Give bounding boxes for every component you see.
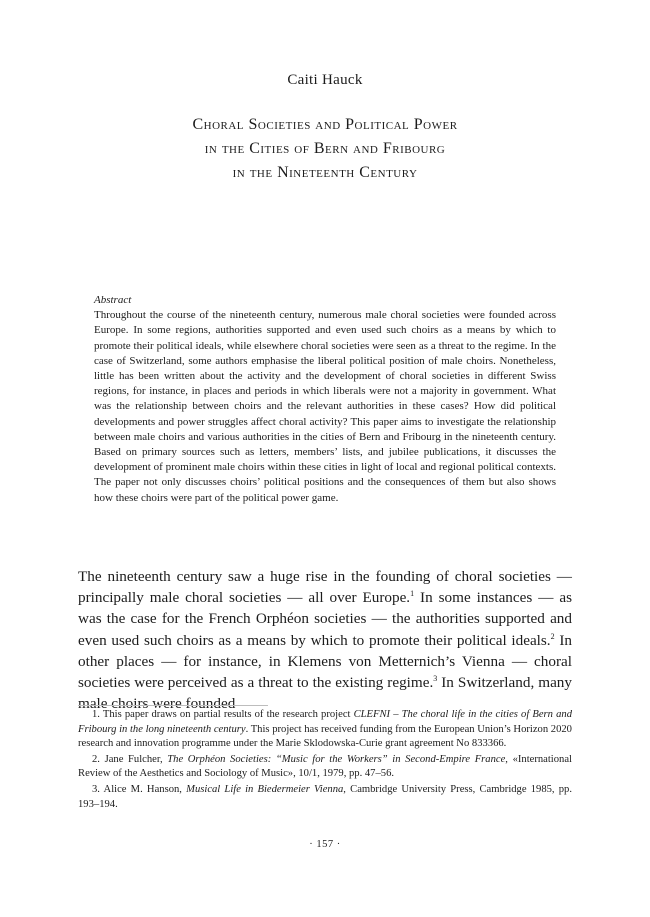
footnote-italic: The Orphéon Societies: “Music for the Workers” in Second-Empire France	[167, 753, 506, 765]
title-line-3: in the Nineteenth Century	[232, 164, 418, 181]
footnote-italic: Musical Life in Biedermeier Vienna	[186, 783, 344, 795]
abstract	[94, 293, 556, 506]
body-text-4: In Switzerland, many male choirs were founded	[78, 674, 572, 713]
footnote-ref-3[interactable]: 3	[433, 674, 438, 684]
footnote-number: 2.	[92, 753, 100, 765]
footnote-text: Alice M. Hanson,	[99, 783, 187, 795]
page-number: · 157 ·	[309, 839, 341, 850]
footnote-text: , Cambridge University Press, Cambridge 1985, pp. 193–194.	[78, 783, 572, 810]
body-text-2: In some instances — as was the case for the French Orphéon societies — the authorities supported and even used such choirs as a means by which to promote their political ideals.	[78, 589, 573, 649]
footnote-3	[78, 783, 572, 812]
abstract-text: Throughout the course of the nineteenth century, numerous male choral societies were founded across Europe. In some regions, authorities supported and even used such choirs as a means by which to promote their political ideals, while elsewhere choral societies were seen as a threat to the regime. In the case of Switzerland, some authors emphasise the liberal political position of male choirs. Nonetheless, little has been written about the activity and the development of choral societies in different Swiss regions, for instance, in places and periods in which liberals were not a majority in government. What was the relationship between choirs and the relevant authorities in these cases? How did political developments and power struggles affect choral activity? This paper aims to investigate the relationship between male choirs and various authorities in the cities of Bern and Fribourg in the nineteenth century. Based on primary sources such as letters, members’ lists, and jubilee publications, it discusses the development of prominent male choirs within these cities in light of local and regional political contexts. The paper not only discusses choirs’ political positions and the consequences of them but also shows how these choirs were part of the political power game.	[94, 309, 556, 504]
footnote-number: 1.	[92, 709, 100, 720]
author-name: Caiti Hauck	[287, 72, 363, 88]
footnote-ref-2[interactable]: 2	[550, 631, 555, 641]
footnotes	[78, 708, 572, 813]
footnote-1	[78, 708, 572, 752]
article-title	[0, 113, 650, 185]
title-line-2: in the Cities of Bern and Fribourg	[204, 140, 446, 157]
footnote-2	[78, 753, 572, 782]
footnote-text: Jane Fulcher,	[99, 753, 168, 765]
body-text-3: In other places — for instance, in Klemens von Metternich’s Vienna — choral societies were perceived as a threat to the existing regime.	[78, 631, 572, 692]
footnote-number: 3.	[92, 783, 100, 795]
body-paragraph	[78, 566, 572, 714]
body-text-1: The nineteenth century saw a huge rise in the founding of choral societies — principally male choral societies — all over Europe.	[78, 568, 572, 607]
title-line-1: Choral Societies and Political Power	[192, 116, 458, 133]
abstract-label: Abstract	[94, 294, 132, 306]
footnote-text: . This project has received funding from the European Union’s Horizon 2020 research and innovation programme under the Marie Sklodowska-Curie grant agreement No 833366.	[78, 723, 572, 750]
footnote-ref-1[interactable]: 1	[410, 589, 415, 599]
footnote-text: This paper draws on partial results of the research project	[99, 709, 354, 720]
footnote-text: , «International Review of the Aesthetics and Sociology of Music», 10/1, 1979, pp. 47–56.	[78, 753, 572, 780]
footnote-divider	[78, 705, 268, 706]
footnote-italic: CLEFNI – The choral life in the cities of Bern and Fribourg in the long nineteenth century	[78, 709, 572, 735]
